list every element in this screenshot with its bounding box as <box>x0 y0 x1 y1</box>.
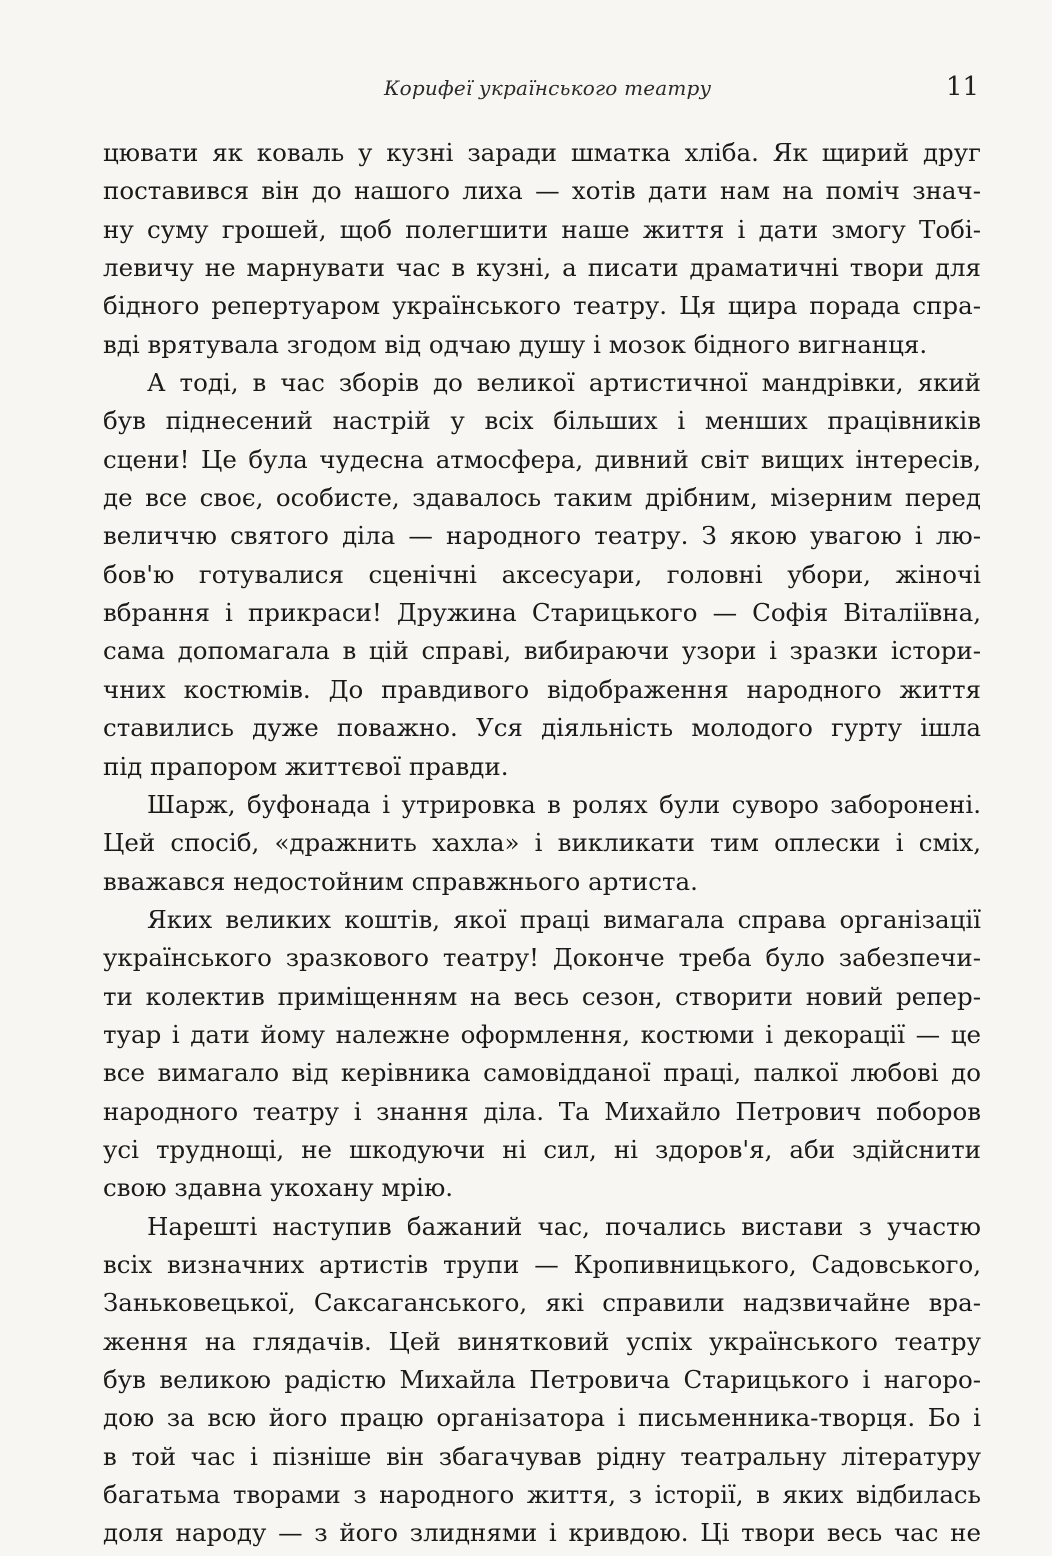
text-line: ну суму грошей, щоб полегшити наше життя і дати змогу Тобі- <box>103 214 981 244</box>
text-line: ження на глядачів. Цей винятковий успіх українського театру <box>103 1326 981 1356</box>
text-line: українського зразкового театру! Доконче треба було забезпечи- <box>103 943 981 973</box>
text-line: вважався недостойним справжнього артиста. <box>103 866 698 896</box>
text-line: дою за всю його працю організатора і письменника-творця. Бо і <box>103 1403 981 1433</box>
text-line: цювати як коваль у кузні заради шматка хліба. Як щирий друг <box>103 138 981 167</box>
text-line: доля народу — з його злиднями і кривдою. Ці твори весь час не <box>103 1518 981 1548</box>
running-title: Корифеї українського театру <box>384 76 712 100</box>
text-line: поставився він до нашого лиха — хотів дати нам на поміч знач- <box>103 176 981 206</box>
text-line: бідного репертуаром українського театру. Ця щира порада спра- <box>103 291 981 321</box>
text-line: Заньковецької, Саксаганського, які справили надзвичайне вра- <box>103 1288 981 1318</box>
text-line: свою здавна укохану мрію. <box>103 1173 454 1203</box>
text-line: сама допомагала в цій справі, вибираючи узори і зразки істори- <box>103 636 981 666</box>
text-line: в той час і пізніше він збагачував рідну театральну літературу <box>103 1441 981 1471</box>
text-line: все вимагало від керівника самовідданої праці, палкої любові до <box>103 1058 981 1088</box>
text-line: усі труднощі, не шкодуючи ні сил, ні здоров'я, аби здійснити <box>103 1134 981 1164</box>
text-line: під прапором життєвої правди. <box>103 751 509 781</box>
text-line: народного театру і знання діла. Та Михайло Петрович поборов <box>103 1096 981 1126</box>
text-line: А тоді, в час зборів до великої артистичної мандрівки, який <box>147 368 981 398</box>
text-line: всіх визначних артистів трупи — Кропивницького, Садовського, <box>103 1249 981 1279</box>
body-text <box>103 134 981 1553</box>
running-head <box>0 72 1052 106</box>
text-line: величчю святого діла — народного театру. З якою увагою і лю- <box>103 521 981 551</box>
text-line: левичу не марнувати час в кузні, а писати драматичні твори для <box>103 253 981 283</box>
text-line: вді врятувала згодом від одчаю душу і мозок бідного вигнанця. <box>103 329 928 359</box>
text-line: ти колектив приміщенням на весь сезон, створити новий репер- <box>103 981 981 1011</box>
text-line: Цей спосіб, «дражнить хахла» і викликати тим оплески і сміх, <box>103 828 981 858</box>
text-line: де все своє, особисте, здавалось таким дрібним, мізерним перед <box>103 483 981 513</box>
text-line: багатьма творами з народного життя, з історії, в яких відбилась <box>103 1480 981 1510</box>
text-line: сцени! Це була чудесна атмосфера, дивний світ вищих інтересів, <box>103 444 981 474</box>
text-line: був великою радістю Михайла Петровича Старицького і нагоро- <box>103 1365 981 1394</box>
text-line: Шарж, буфонада і утрировка в ролях були суворо заборонені. <box>147 789 981 819</box>
page-number: 11 <box>946 72 980 102</box>
text-line: вбрання і прикраси! Дружина Старицького — Софія Віталіївна, <box>103 598 981 628</box>
text-line: бов'ю готувалися сценічні аксесуари, головні убори, жіночі <box>103 559 981 589</box>
text-line: був піднесений настрій у всіх більших і менших працівників <box>103 406 981 436</box>
text-line: чних костюмів. До правдивого відображення народного життя <box>103 674 981 704</box>
text-line: Нарешті наступив бажаний час, почались вистави з участю <box>147 1211 981 1241</box>
text-line: ставились дуже поважно. Уся діяльність молодого гурту ішла <box>103 713 981 743</box>
text-line: Яких великих коштів, якої праці вимагала справа організації <box>147 904 981 934</box>
text-line: туар і дати йому належне оформлення, костюми і декорації — це <box>103 1019 981 1049</box>
